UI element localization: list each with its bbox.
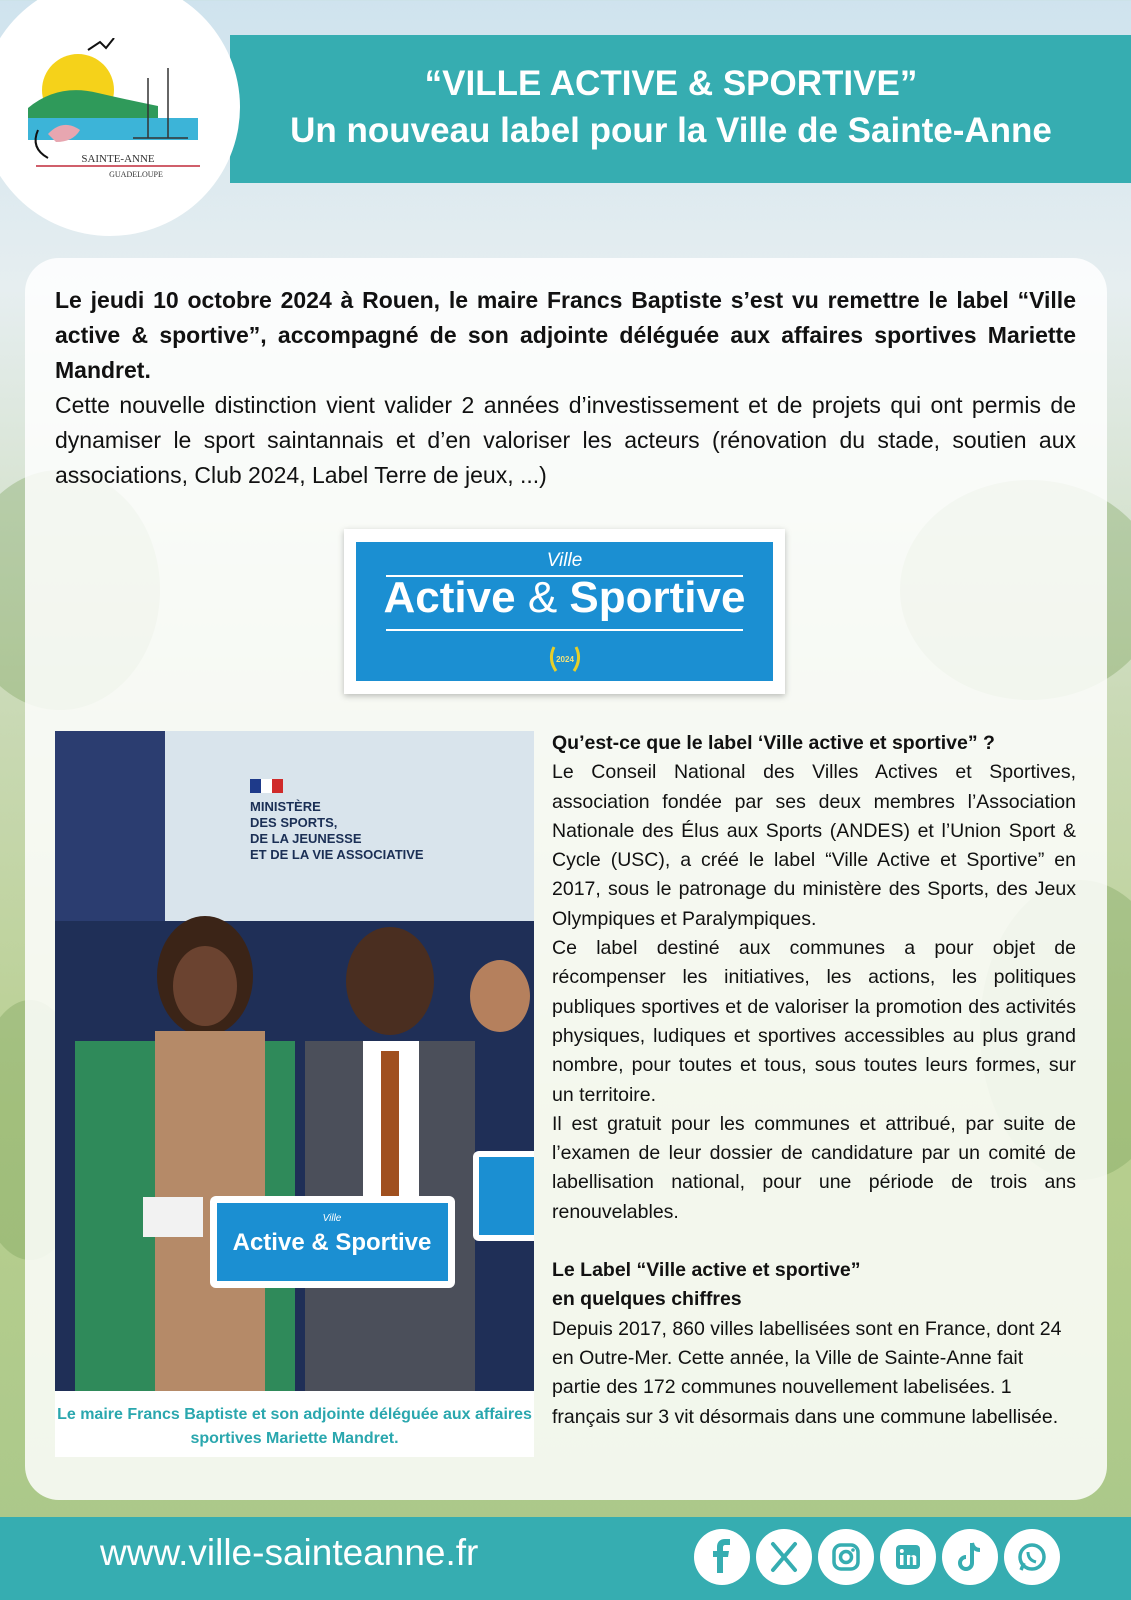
section1-p1: Le Conseil National des Villes Actives et Sportives, association fondée par ses deux membres l’Association Nationale des Élus aux Sports (ANDES) et l’Union Sport & Cycle (USC), a créé le label “Ville Active et Sportive” en 2017, sous le patronage du ministère des Sports, des Jeux Olympiques et Paralympiques. xyxy=(552,761,1076,930)
photo-card-main: Active & Sportive xyxy=(232,1229,432,1256)
spacer xyxy=(552,1227,1076,1256)
section1-p2: Ce label destiné aux communes a pour objet de récompenser les initiatives, les actions, les politiques publiques sportives et de valoriser la promotion des activités physiques, ludiques et sportives accessibles au plus grand nombre, pour toutes et tous, sous toutes leurs formes, sur un territoire. xyxy=(552,937,1076,1106)
label-logo-inner xyxy=(356,542,773,681)
laurel-icon xyxy=(546,639,584,677)
right-column xyxy=(552,729,1076,1432)
logo-name: SAINTE-ANNE xyxy=(81,153,155,165)
sign-line-1: MINISTÈRE xyxy=(250,799,321,814)
whatsapp-icon[interactable] xyxy=(1004,1529,1060,1585)
sainte-anne-logo xyxy=(18,38,203,183)
section1-heading: Qu’est-ce que le label ‘Ville active et sportive” ? xyxy=(552,732,995,754)
label-logo xyxy=(344,529,785,694)
photo-caption: Le maire Francs Baptiste et son adjointe déléguée aux affaires sportives Mariette Mandret. xyxy=(55,1391,534,1457)
label-year: 2024 xyxy=(556,655,574,664)
photo-illustration xyxy=(55,731,534,1391)
sign-line-3: DE LA JEUNESSE xyxy=(250,831,362,846)
sign-line-2: DES SPORTS, xyxy=(250,815,338,830)
label-line-bottom xyxy=(386,629,743,631)
intro-body: Cette nouvelle distinction vient valider 2 années d’investissement et de projets qui ont permis de dynamiser le sport saintannais et d’en valoriser les acteurs (rénovation du stade, soutien aux associations, Club 2024, Label Terre de jeux, ...) xyxy=(55,392,1076,488)
event-photo xyxy=(55,731,534,1391)
facebook-icon[interactable] xyxy=(694,1529,750,1585)
page-title xyxy=(236,62,1106,156)
photo-card-small: Ville xyxy=(322,1213,342,1224)
x-icon[interactable] xyxy=(756,1529,812,1585)
title-line-2: Un nouveau label pour la Ville de Sainte-Anne xyxy=(290,111,1052,150)
intro-text xyxy=(55,283,1076,493)
linkedin-icon[interactable] xyxy=(880,1529,936,1585)
intro-bold: Le jeudi 10 octobre 2024 à Rouen, le maire Francs Baptiste s’est vu remettre le label “Ville active & sportive”, accompagné de son adjointe déléguée aux affaires sportives Mariette Mandret. xyxy=(55,287,1076,383)
website-link[interactable]: www.ville-sainteanne.fr xyxy=(100,1532,479,1573)
instagram-icon[interactable] xyxy=(818,1529,874,1585)
title-line-1: “VILLE ACTIVE & SPORTIVE” xyxy=(424,64,918,103)
section2-p1: Depuis 2017, 860 villes labellisées sont en France, dont 24 en Outre-Mer. Cette année, la Ville de Sainte-Anne fait partie des 172 communes nouvellement labelisées. 1 français sur 3 vit désormais dans une commune labellisée. xyxy=(552,1317,1062,1428)
section2-heading-2: en quelques chiffres xyxy=(552,1288,742,1311)
section2-heading-1: Le Label “Ville active et sportive” xyxy=(552,1259,861,1282)
label-ville: Ville xyxy=(546,550,583,571)
section1-p3: Il est gratuit pour les communes et attribué, par suite de l’examen de leur dossier de candidature par un comité de labellisation national, pour une période de trois ans renouvelables. xyxy=(552,1112,1076,1223)
logo-region: GUADELOUPE xyxy=(109,170,163,179)
label-main: Active & Sportive xyxy=(383,573,746,622)
sign-line-4: ET DE LA VIE ASSOCIATIVE xyxy=(250,847,424,862)
tiktok-icon[interactable] xyxy=(942,1529,998,1585)
